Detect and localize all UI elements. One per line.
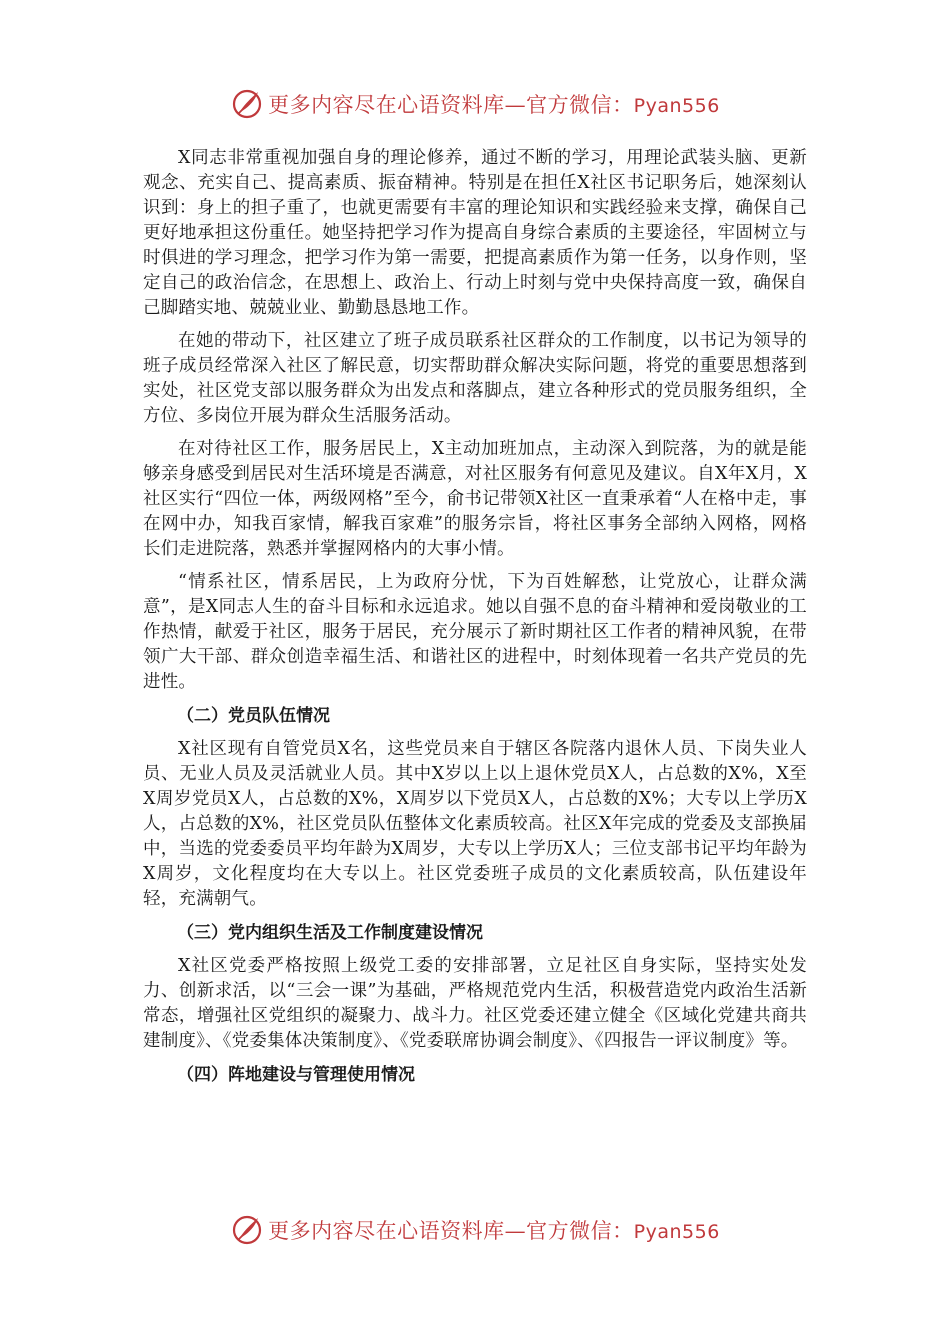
paragraph-community-service: 在对待社区工作，服务居民上，X主动加班加点，主动深入到院落，为的就是能够亲身感受到居民对生活环境是否满意，对社区服务有何意见及建议。自X年X月，X社区实行“四位一体，两级网格”至今，俞书记带领X社区一直秉承着“人在格中走，事在网中办，知我百家情，解我百家难”的服务宗旨，将社区事务全部纳入网格，网格长们走进院落，熟悉并掌握网格内的大事小情。 [143, 439, 807, 559]
paragraph-party-members: X社区现有自管党员X名，这些党员来自于辖区各院落内退休人员、下岗失业人员、无业人员及灵活就业人员。其中X岁以上以上退休党员X人，占总数的X%，X至X周岁党员X人，占总数的X%，X周岁以下党员X人，占总数的X%；大专以上学历X人，占总数的X%，社区党员队伍整体文化素质较高。社区X年完成的党委及支部换届中，当选的党委委员平均年龄为X周岁，大专以上学历X人；三位支部书记平均年龄为X周岁，文化程度均在大专以上。社区党委班子成员的文化素质较高，队伍建设年轻，充满朝气。 [143, 739, 807, 909]
banner-text [268, 89, 720, 119]
footer-banner [0, 1210, 950, 1250]
paragraph-goal: “情系社区，情系居民，上为政府分忧，下为百姓解愁，让党放心，让群众满意”，是X同志人生的奋斗目标和永远追求。她以自强不息的奋斗精神和爱岗敬业的工作热情，献爱于社区，服务于居民，充分展示了新时期社区工作者的精神风貌，在带领广大干部、群众创造幸福生活、和谐社区的进程中，时刻体现着一名共产党员的先进性。 [143, 572, 807, 692]
feather-pen-icon [230, 87, 264, 121]
header-banner [0, 84, 950, 124]
wechat-id: Pyan556 [633, 1221, 720, 1243]
paragraph-leadership: 在她的带动下，社区建立了班子成员联系社区群众的工作制度，以书记为领导的班子成员经常深入社区了解民意，切实帮助群众解决实际问题，将党的重要思想落到实处，社区党支部以服务群众为出发点和落脚点，建立各种形式的党员服务组织，全方位、多岗位开展为群众生活服务活动。 [143, 331, 807, 426]
feather-pen-icon [230, 1213, 264, 1247]
paragraph-organization-life: X社区党委严格按照上级党工委的安排部署，立足社区自身实际，坚持实处发力、创新求活，以“三会一课”为基础，严格规范党内生活，积极营造党内政治生活新常态，增强社区党组织的凝聚力、战斗力。社区党委还建立健全《区域化党建共商共建制度》、《党委集体决策制度》、《党委联席协调会制度》、《四报告一评议制度》等。 [143, 956, 807, 1051]
paragraph-theory-study: X同志非常重视加强自身的理论修养，通过不断的学习，用理论武装头脑、更新观念、充实自己、提高素质、振奋精神。特别是在担任X社区书记职务后，她深刻认识到：身上的担子重了，也就更需要有丰富的理论知识和实践经验来支撑，确保自己更好地承担这份重任。她坚持把学习作为提高自身综合素质的主要途径，牢固树立与时俱进的学习理念，把学习作为第一需要，把提高素质作为第一任务，以身作则，坚定自己的政治信念，在思想上、政治上、行动上时刻与党中央保持高度一致，确保自己脚踏实地、兢兢业业、勤勤恳恳地工作。 [143, 148, 807, 318]
banner-text [268, 1215, 720, 1245]
document-body [143, 146, 807, 1096]
wechat-id: Pyan556 [633, 95, 720, 117]
banner-label: 更多内容尽在心语资料库—官方微信： [268, 1219, 634, 1243]
banner-label: 更多内容尽在心语资料库—官方微信： [268, 93, 634, 117]
section-heading-base-construction: （四）阵地建设与管理使用情况 [177, 1065, 415, 1085]
section-heading-organization-life: （三）党内组织生活及工作制度建设情况 [177, 923, 483, 943]
section-heading-party-members: （二）党员队伍情况 [177, 706, 330, 726]
